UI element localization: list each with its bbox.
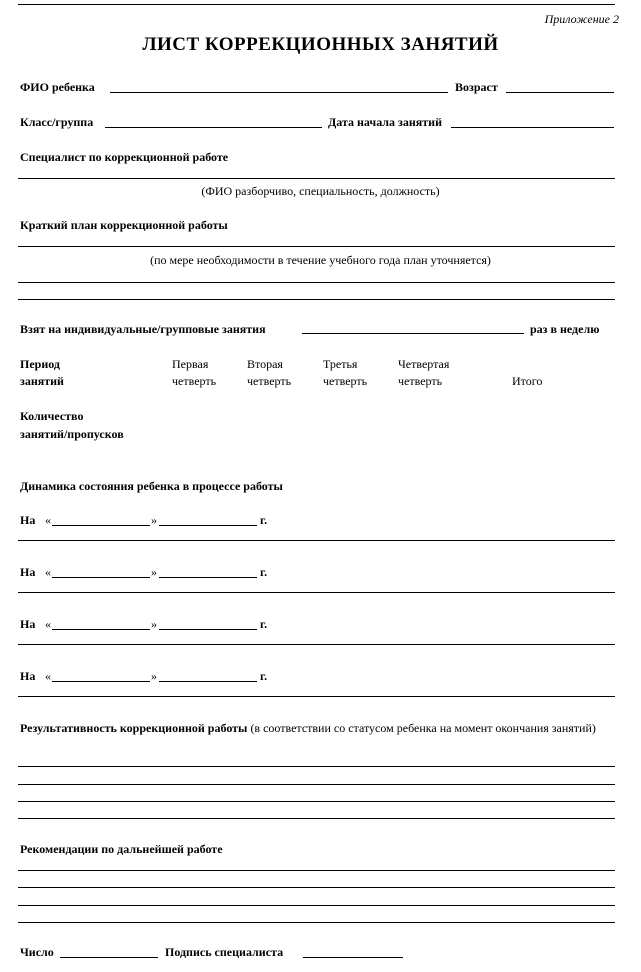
quarter-2-header-1: Вторая xyxy=(247,357,283,371)
top-border xyxy=(18,4,615,5)
year-label: г. xyxy=(260,669,268,683)
day-field[interactable] xyxy=(52,577,150,578)
dynamics-line[interactable] xyxy=(18,540,615,541)
results-line-2[interactable] xyxy=(18,784,615,785)
specialist-label: Специалист по коррекционной работе xyxy=(20,150,229,164)
month-field[interactable] xyxy=(159,525,257,526)
plan-field-1[interactable] xyxy=(18,246,615,247)
year-label: г. xyxy=(260,617,268,631)
open-quote: « xyxy=(45,669,51,683)
results-line-1[interactable] xyxy=(18,766,615,767)
year-label: г. xyxy=(260,565,268,579)
results-heading: Результативность коррекционной работы xyxy=(20,721,248,735)
per-week-label: раз в неделю xyxy=(530,322,600,336)
specialist-hint: (ФИО разборчиво, специальность, должность) xyxy=(201,184,440,198)
dynamics-line[interactable] xyxy=(18,696,615,697)
child-name-label: ФИО ребенка xyxy=(20,80,95,94)
open-quote: « xyxy=(45,513,51,527)
quarter-1-header-1: Первая xyxy=(172,357,209,371)
dynamics-entry xyxy=(0,565,641,595)
day-field[interactable] xyxy=(52,681,150,682)
results-block xyxy=(20,720,618,737)
taken-label: Взят на индивидуальные/групповые занятия xyxy=(20,322,266,336)
specialist-field[interactable] xyxy=(18,178,615,179)
recommendations-line-4[interactable] xyxy=(18,922,615,923)
close-quote: » xyxy=(151,669,157,683)
date-label: Число xyxy=(20,945,54,959)
dynamics-entry xyxy=(0,617,641,647)
close-quote: » xyxy=(151,513,157,527)
child-name-field[interactable] xyxy=(110,92,448,93)
dynamics-entry xyxy=(0,513,641,543)
quarter-2-header-2: четверть xyxy=(247,374,292,388)
results-line-4[interactable] xyxy=(18,818,615,819)
signature-label: Подпись специалиста xyxy=(165,945,284,959)
plan-field-2[interactable] xyxy=(18,282,615,283)
dynamics-line[interactable] xyxy=(18,644,615,645)
day-field[interactable] xyxy=(52,525,150,526)
recommendations-heading: Рекомендации по дальнейшей работе xyxy=(20,842,223,856)
start-date-field[interactable] xyxy=(451,127,614,128)
quarter-4-header-1: Четвертая xyxy=(398,357,450,371)
close-quote: » xyxy=(151,565,157,579)
age-label: Возраст xyxy=(455,80,498,94)
recommendations-line-2[interactable] xyxy=(18,887,615,888)
plan-label: Краткий план коррекционной работы xyxy=(20,218,228,232)
results-note: (в соответствии со статусом ребенка на момент окончания занятий) xyxy=(250,721,596,735)
appendix-label: Приложение 2 xyxy=(544,12,619,26)
start-date-label: Дата начала занятий xyxy=(328,115,442,129)
recommendations-line-1[interactable] xyxy=(18,870,615,871)
day-field[interactable] xyxy=(52,629,150,630)
on-label: На xyxy=(20,513,36,527)
total-header: Итого xyxy=(512,374,543,388)
plan-field-3[interactable] xyxy=(18,299,615,300)
close-quote: » xyxy=(151,617,157,631)
on-label: На xyxy=(20,565,36,579)
month-field[interactable] xyxy=(159,681,257,682)
recommendations-line-3[interactable] xyxy=(18,905,615,906)
on-label: На xyxy=(20,617,36,631)
results-line-3[interactable] xyxy=(18,801,615,802)
age-field[interactable] xyxy=(506,92,614,93)
dynamics-heading: Динамика состояния ребенка в процессе работы xyxy=(20,479,283,493)
year-label: г. xyxy=(260,513,268,527)
period-header-2: занятий xyxy=(20,374,64,388)
quarter-1-header-2: четверть xyxy=(172,374,217,388)
class-group-field[interactable] xyxy=(105,127,322,128)
month-field[interactable] xyxy=(159,577,257,578)
class-group-label: Класс/группа xyxy=(20,115,94,129)
quarter-3-header-2: четверть xyxy=(323,374,368,388)
open-quote: « xyxy=(45,617,51,631)
month-field[interactable] xyxy=(159,629,257,630)
quarter-4-header-2: четверть xyxy=(398,374,443,388)
plan-hint: (по мере необходимости в течение учебного года план уточняется) xyxy=(150,253,491,267)
dynamics-line[interactable] xyxy=(18,592,615,593)
quarter-3-header-1: Третья xyxy=(323,357,358,371)
page-title: ЛИСТ КОРРЕКЦИОННЫХ ЗАНЯТИЙ xyxy=(142,34,499,55)
count-label-2: занятий/пропусков xyxy=(20,427,124,441)
date-field[interactable] xyxy=(60,957,158,958)
dynamics-entry xyxy=(0,669,641,699)
period-header-1: Период xyxy=(20,357,60,371)
on-label: На xyxy=(20,669,36,683)
count-label-1: Количество xyxy=(20,409,84,423)
signature-field[interactable] xyxy=(303,957,403,958)
taken-field[interactable] xyxy=(302,333,524,334)
open-quote: « xyxy=(45,565,51,579)
